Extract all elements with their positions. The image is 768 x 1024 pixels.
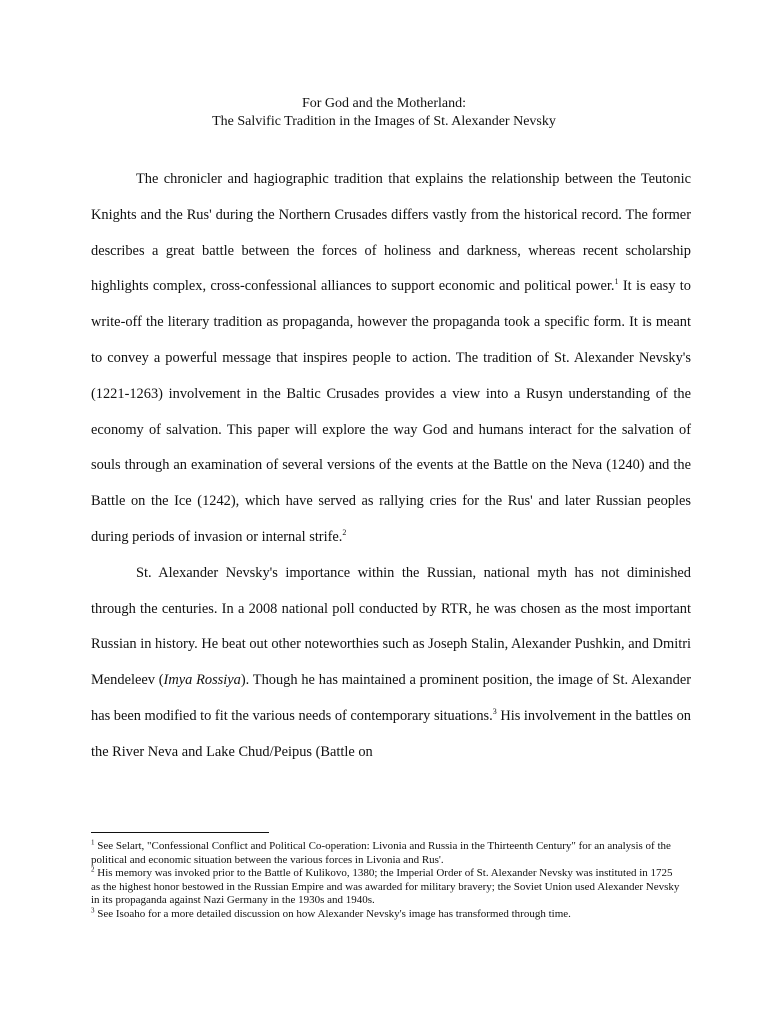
footnote-text: See Selart, "Confessional Conflict and Political Co-operation: Livonia and Russia in the Thirteenth Century" for an analysis of the political and economic situation between the various forces in Livonia and Rus'. xyxy=(91,840,671,866)
footnote-number: 1 xyxy=(91,838,95,847)
footnotes xyxy=(91,840,683,921)
paragraph-1 xyxy=(91,162,691,556)
footnote-1 xyxy=(91,840,683,867)
footnote-number: 3 xyxy=(91,905,95,914)
footnote-ref-2: 2 xyxy=(342,528,347,538)
paragraph-1-part-2: It is easy to write-off the literary tradition as propaganda, however the propaganda took a specific form. It is meant to convey a powerful message that inspires people to action. The tradition of St. Alexander Nevsky's (1221-1263) involvement in the Baltic Crusades provides a view into a Rusyn understanding of the economy of salvation. This paper will explore the way God and humans interact for the salvation of souls through an examination of several versions of the events at the Battle on the Neva (1240) and the Battle on the Ice (1242), which have served as rallying cries for the Rus' and later Russian peoples during periods of invasion or internal strife. xyxy=(91,278,691,545)
footnote-ref-3: 3 xyxy=(492,707,497,717)
paragraph-2-italic: Imya Rossiya xyxy=(163,672,241,689)
footnote-2 xyxy=(91,867,683,908)
paragraph-2-part-1: St. Alexander Nevsky's importance within the Russian, national myth has not diminished through the centuries. In a 2008 national poll conducted by RTR, he was chosen as the most important Russian in history. He beat out other noteworthies such as Joseph Stalin, Alexander Pushkin, and Dmitri Mendeleev ( xyxy=(91,564,691,689)
paragraph-2 xyxy=(91,556,691,771)
paragraph-2-part-2: ). Though he has maintained a prominent position, the image of St. Alexander has been modified to fit the various needs of contemporary situations. xyxy=(91,672,692,724)
footnote-text: His memory was invoked prior to the Battle of Kulikovo, 1380; the Imperial Order of St. Alexander Nevsky was instituted in 1725 as the highest honor bestowed in the Russian Empire and was awarded for military bravery; the Soviet Union used Alexander Nevsky in its propaganda against Nazi Germany in the 1930s and 1940s. xyxy=(91,867,680,906)
footnote-3 xyxy=(91,905,683,922)
paragraph-2-part-3: His involvement in the battles on the River Neva and Lake Chud/Peipus (Battle on xyxy=(91,707,692,760)
footnote-ref-1: 1 xyxy=(614,277,619,287)
footnote-divider xyxy=(91,832,269,833)
footnote-text: See Isoaho for a more detailed discussion on how Alexander Nevsky's image has transformed through time. xyxy=(94,907,571,920)
title-line-2: The Salvific Tradition in the Images of St. Alexander Nevsky xyxy=(212,114,556,129)
footnote-number: 2 xyxy=(91,865,95,874)
title-line-1: For God and the Motherland: xyxy=(301,96,467,111)
paragraph-1-part-1: The chronicler and hagiographic tradition that explains the relationship between the Teutonic Knights and the Rus' during the Northern Crusades differs vastly from the historical record. The former describes a great battle between the forces of holiness and darkness, whereas recent scholarship highlights complex, cross-confessional alliances to support economic and political power. xyxy=(91,171,691,295)
body-text xyxy=(91,162,691,771)
